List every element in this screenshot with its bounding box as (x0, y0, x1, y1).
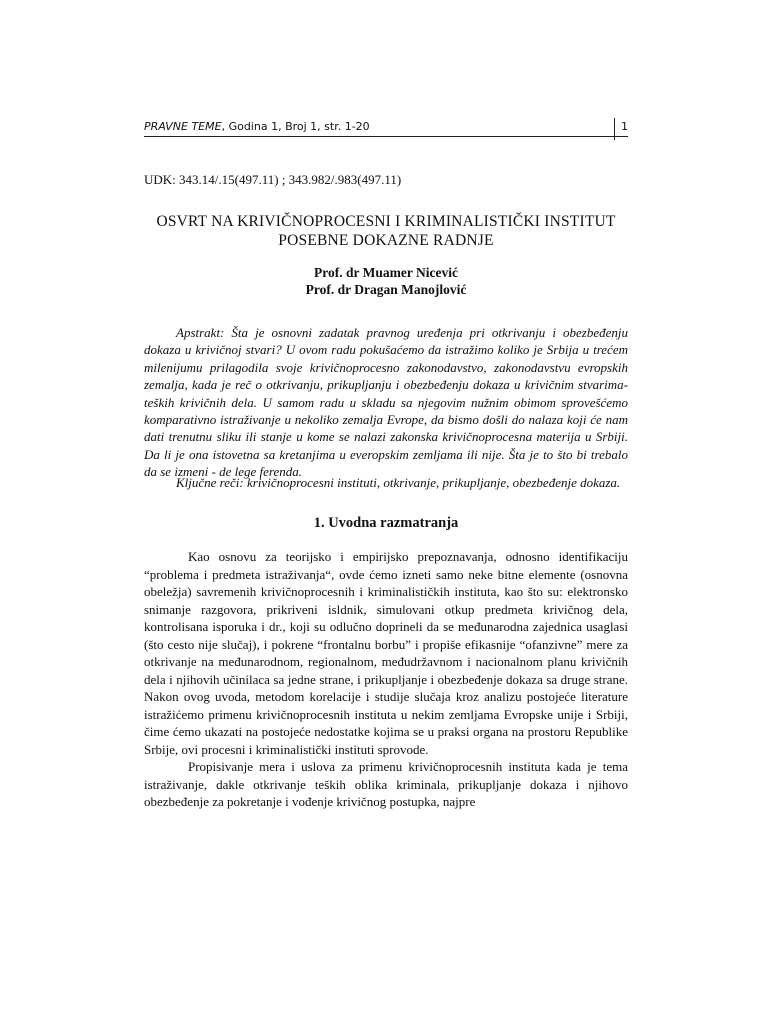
abstract: Apstrakt: Šta je osnovni zadatak pravnog uređenja pri otkrivanju i obezbeđenju dokaza u krivičnoj stvari? U ovom radu pokušaćemo da istražimo koliko je Srbija u trećem milenijumu prilagodila svoje krivičnoprocesno zakonodavstvo, zakonodavstvu evropskih zemalja, kada je reč o otkrivanju, prikupljanju i obezbeđenju dokaza u krivičnim stvarima- teških krivičnih dela. U samom radu u skladu sa njegovim nužnim obimom sprovešćemo komparativno istraživanje u nekoliko zemalja Evrope, da bismo došli do nalaza koji će nam dati trenutnu sliku ili stanje u kome se nalazi zakonska krivičnoprocesna materija u Srbiji. Da li je ona istovetna sa kretanjima u everopskim zemljama ili nije. Šta je to što bi trebalo da se izmeni - de lege ferenda. (144, 325, 628, 480)
title-line-1: OSVRT NA KRIVIČNOPROCESNI I KRIMINALISTIČKI INSTITUT (156, 213, 616, 230)
body-paragraph-2: Propisivanje mera i uslova za primenu krivičnoprocesnih instituta kada je tema istraživanje, dakle otkrivanje teških oblika kriminala, prikupljanje dokaza i njihovo obezbeđenje za pokretanje i vođenje krivičnog postupka, najpre (144, 759, 628, 809)
journal-name: PRAVNE TEME (144, 120, 222, 133)
section-body (144, 548, 628, 811)
page-number: 1 (614, 118, 628, 140)
keywords: Ključne reči: krivičnoprocesni instituti, otkrivanje, prikupljanje, obezbeđenje dokaza. (176, 475, 621, 490)
udk-classification: UDK: 343.14/.15(497.11) ; 343.982/.983(497.11) (144, 172, 402, 187)
author-1: Prof. dr Muamer Nicević (314, 265, 458, 280)
section-heading: 1. Uvodna razmatranja (313, 515, 459, 531)
body-paragraph-1: Kao osnovu za teorijsko i empirijsko prepoznavanja, odnosno identifikaciju “problema i predmeta istraživanja“, ovde ćemo izneti samo neke bitne elemente (osnovna obeležja) savremenih krivičnoprocesnih i kriminalističkih instituta, kao što su: elektronsko snimanje razgovora, prikriveni isldnik, simulovani otkup predmeta krivičnog dela, kontrolisana isporuka i dr., koji su odlučno doprineli da se međunarodna zajednica usaglasi (što cesto nije slučaj), i pokrene “frontalnu borbu” i propiše efikasnije “ofanzivne” mere za otkrivanje na međunarodnom, regionalnom, međudržavnom i nacionalnom planu krivičnih dela i njihovih učinilaca sa jedne strane, i prikupljanje i obezbeđenje dokaza sa druge strane. Nakon ovog uvoda, metodom korelacije i studije slučaja kroz analizu postojeće literature istražićemo primenu krivičnoprocesnih instituta u nekim zemljama Evropske unije i Srbiji, čime ćemo ukazati na postojeće nedostatke kojima se u praksi organa na prostoru Republike Srbije, ovi procesni i kriminalistički instituti sprovode. (144, 549, 628, 757)
title-line-2: POSEBNE DOKAZNE RADNJE (278, 232, 494, 249)
issue-info: , Godina 1, Broj 1, str. 1-20 (221, 120, 370, 133)
running-header (144, 118, 628, 137)
paper-title (144, 212, 628, 250)
author-2: Prof. dr Dragan Manojlović (305, 282, 467, 297)
author-list (144, 264, 628, 298)
